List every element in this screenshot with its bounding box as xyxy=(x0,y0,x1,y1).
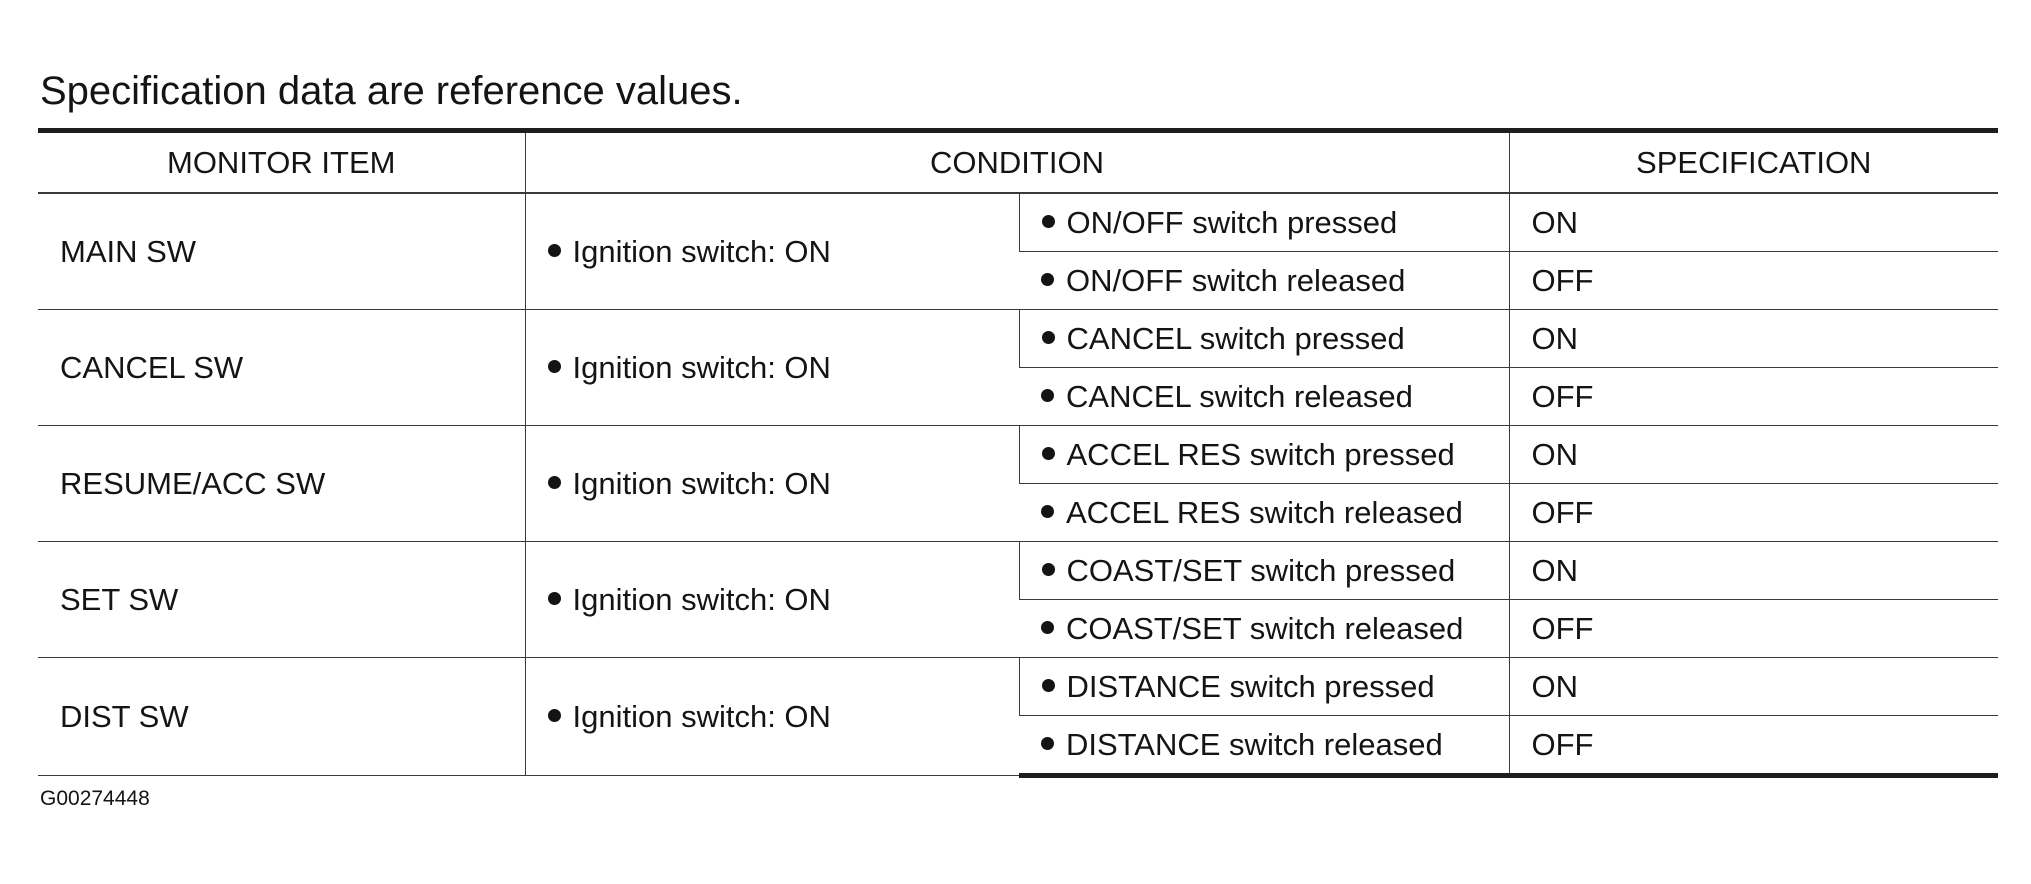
condition-cell xyxy=(525,542,1019,658)
bullet-icon xyxy=(1042,679,1055,692)
table-row xyxy=(38,542,1998,600)
sub-condition-text: DISTANCE switch released xyxy=(1066,726,1443,762)
bullet-icon xyxy=(1041,505,1054,518)
sub-condition-text: CANCEL switch released xyxy=(1066,378,1413,414)
header-monitor-item: MONITOR ITEM xyxy=(38,131,525,194)
condition-text: Ignition switch: ON xyxy=(572,465,831,501)
monitor-item-cell: CANCEL SW xyxy=(38,310,525,426)
condition-text: Ignition switch: ON xyxy=(572,349,831,385)
sub-condition-text: ACCEL RES switch released xyxy=(1066,494,1463,530)
header-specification: SPECIFICATION xyxy=(1509,131,1998,194)
bullet-icon xyxy=(1041,273,1054,286)
bullet-icon xyxy=(1041,737,1054,750)
sub-condition-cell xyxy=(1019,310,1509,368)
condition-cell xyxy=(525,426,1019,542)
sub-condition-text: ON/OFF switch released xyxy=(1066,262,1406,298)
sub-condition-cell xyxy=(1019,484,1509,542)
sub-condition-cell xyxy=(1019,426,1509,484)
specification-cell: OFF xyxy=(1509,252,1998,310)
specification-cell: ON xyxy=(1509,310,1998,368)
sub-condition-text: DISTANCE switch pressed xyxy=(1066,668,1435,704)
specification-table xyxy=(38,128,1998,778)
monitor-item-cell: MAIN SW xyxy=(38,193,525,310)
specification-cell: OFF xyxy=(1509,600,1998,658)
sub-condition-cell xyxy=(1019,600,1509,658)
sub-condition-cell xyxy=(1019,252,1509,310)
bullet-icon xyxy=(1042,331,1055,344)
specification-cell: OFF xyxy=(1509,368,1998,426)
bullet-icon xyxy=(1041,621,1054,634)
bullet-icon xyxy=(548,360,561,373)
bullet-icon xyxy=(1042,563,1055,576)
bullet-icon xyxy=(548,476,561,489)
specification-cell: ON xyxy=(1509,426,1998,484)
condition-cell xyxy=(525,310,1019,426)
sub-condition-cell xyxy=(1019,542,1509,600)
condition-text: Ignition switch: ON xyxy=(572,698,831,734)
bullet-icon xyxy=(548,592,561,605)
bullet-icon xyxy=(1042,447,1055,460)
table-row xyxy=(38,658,1998,716)
sub-condition-cell xyxy=(1019,193,1509,252)
bullet-icon xyxy=(548,709,561,722)
condition-cell xyxy=(525,658,1019,776)
intro-text: Specification data are reference values. xyxy=(40,69,743,113)
monitor-item-cell: DIST SW xyxy=(38,658,525,776)
bullet-icon xyxy=(1042,215,1055,228)
condition-text: Ignition switch: ON xyxy=(572,581,831,617)
table-header-row xyxy=(38,131,1998,194)
specification-cell: OFF xyxy=(1509,716,1998,776)
bullet-icon xyxy=(548,244,561,257)
header-condition: CONDITION xyxy=(525,131,1509,194)
table-row xyxy=(38,426,1998,484)
sub-condition-text: ACCEL RES switch pressed xyxy=(1066,436,1455,472)
specification-cell: ON xyxy=(1509,193,1998,252)
specification-cell: OFF xyxy=(1509,484,1998,542)
sub-condition-cell xyxy=(1019,658,1509,716)
specification-cell: ON xyxy=(1509,658,1998,716)
reference-code: G00274448 xyxy=(40,787,150,810)
condition-text: Ignition switch: ON xyxy=(572,233,831,269)
bullet-icon xyxy=(1041,389,1054,402)
monitor-item-cell: RESUME/ACC SW xyxy=(38,426,525,542)
sub-condition-cell xyxy=(1019,368,1509,426)
table-row xyxy=(38,310,1998,368)
sub-condition-cell xyxy=(1019,716,1509,776)
sub-condition-text: COAST/SET switch pressed xyxy=(1066,552,1456,588)
sub-condition-text: ON/OFF switch pressed xyxy=(1066,204,1398,240)
specification-cell: ON xyxy=(1509,542,1998,600)
monitor-item-cell: SET SW xyxy=(38,542,525,658)
sub-condition-text: COAST/SET switch released xyxy=(1066,610,1464,646)
table-row xyxy=(38,193,1998,252)
condition-cell xyxy=(525,193,1019,310)
sub-condition-text: CANCEL switch pressed xyxy=(1066,320,1405,356)
